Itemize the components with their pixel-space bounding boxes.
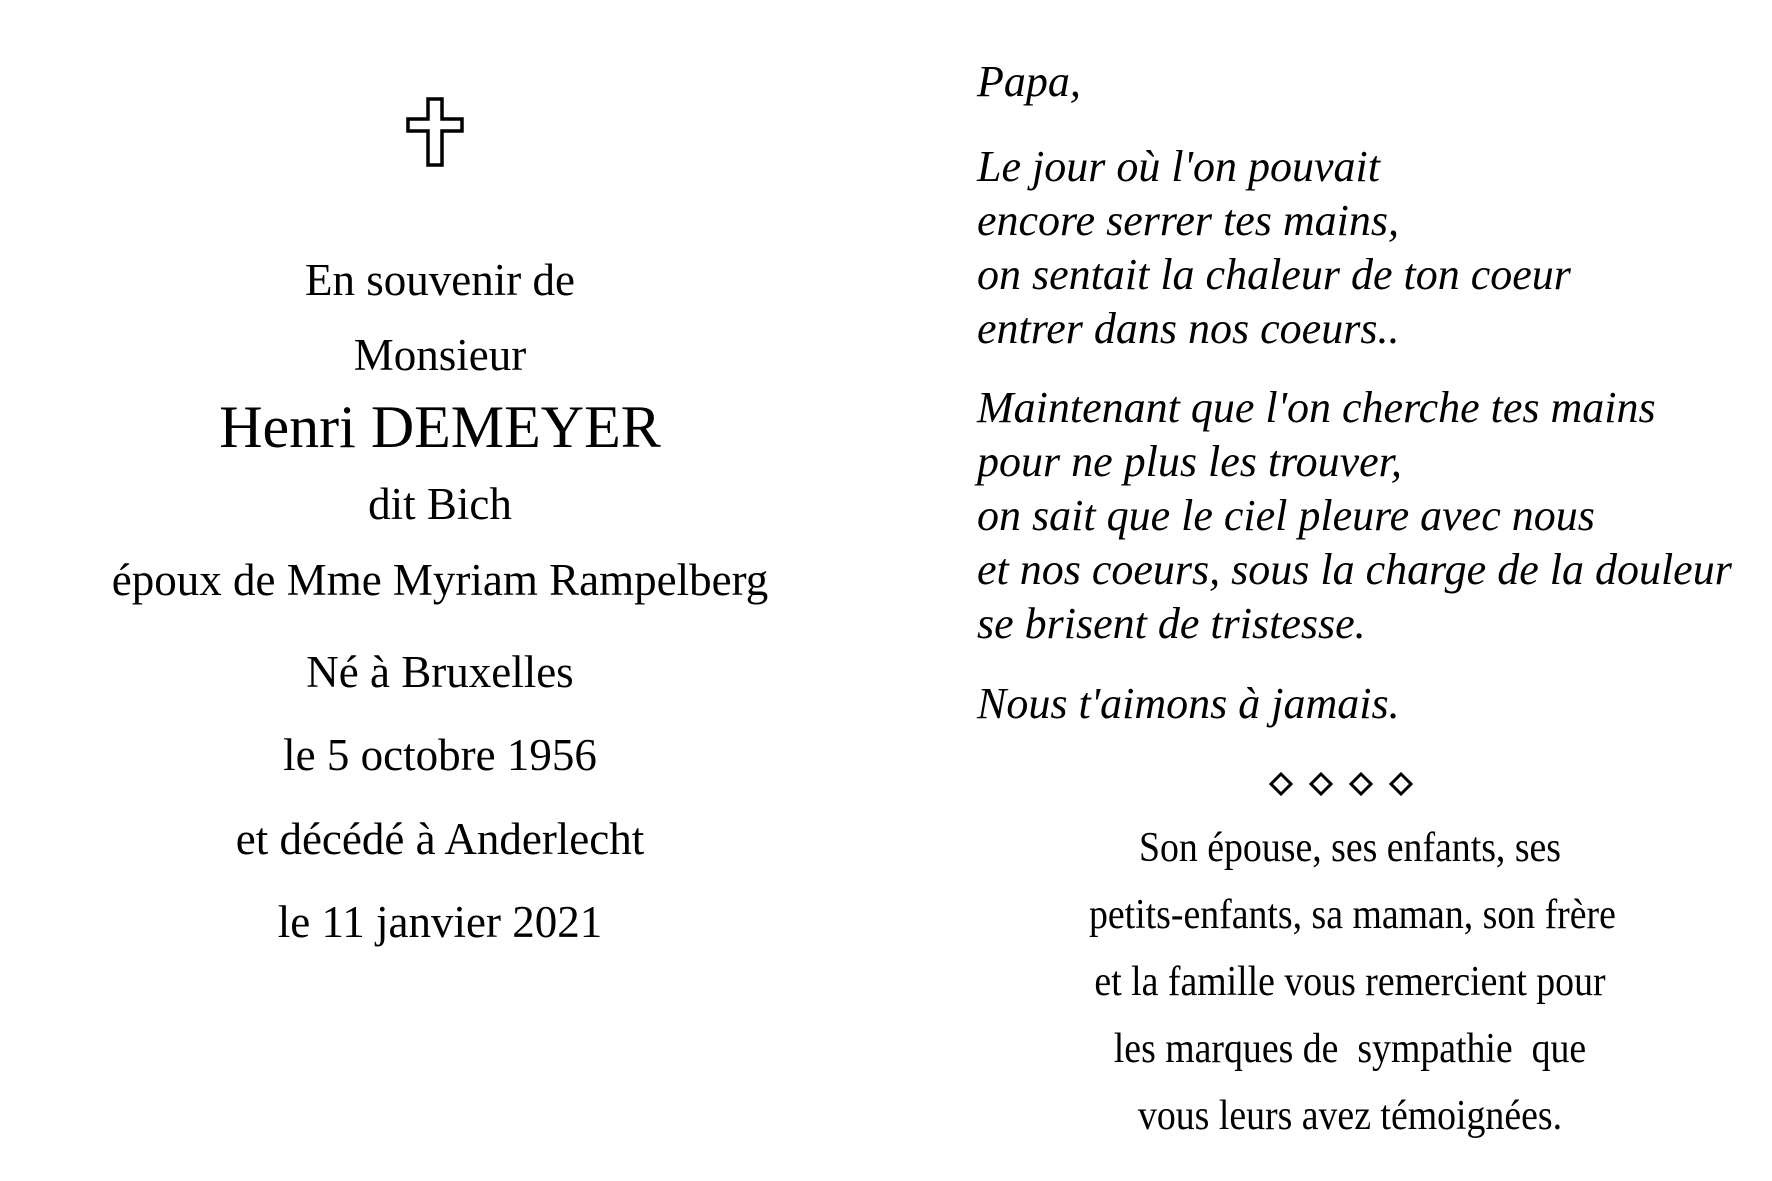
poem-line: se brisent de tristesse. <box>977 599 1366 648</box>
in-memory-of: En souvenir de <box>305 255 575 305</box>
honorific: Monsieur <box>353 330 527 380</box>
memorial-panel <box>0 0 880 1181</box>
poem-line: Le jour où l'on pouvait <box>977 142 1380 191</box>
poem-line: Maintenant que l'on cherche tes mains <box>977 383 1656 432</box>
poem-closing: Nous t'aimons à jamais. <box>977 679 1400 728</box>
deceased-name: Henri DEMEYER <box>219 394 661 460</box>
poem-panel <box>880 0 1772 1181</box>
nickname: dit Bich <box>368 479 512 529</box>
death-date: le 11 janvier 2021 <box>277 897 603 947</box>
poem-line: pour ne plus les trouver, <box>977 437 1402 486</box>
poem-line: entrer dans nos coeurs.. <box>977 304 1400 353</box>
poem-line: encore serrer tes mains, <box>977 196 1399 245</box>
spouse-line: époux de Mme Myriam Rampelberg <box>111 555 769 605</box>
thanks-line: Son épouse, ses enfants, ses <box>1138 825 1562 871</box>
poem-line: on sait que le ciel pleure avec nous <box>977 491 1595 540</box>
poem-line: et nos coeurs, sous la charge de la douleur <box>977 545 1732 594</box>
thanks-line: les marques de sympathie que <box>1113 1026 1587 1072</box>
thanks-line: et la famille vous remercient pour <box>1094 959 1606 1005</box>
latin-cross-icon <box>406 97 464 167</box>
poem-greeting: Papa, <box>977 57 1081 106</box>
thanks-line: vous leurs avez témoignées. <box>1137 1093 1563 1139</box>
death-place: et décédé à Anderlecht <box>235 814 645 864</box>
thanks-line: petits-enfants, sa maman, son frère <box>1089 892 1616 938</box>
birth-place: Né à Bruxelles <box>306 647 574 697</box>
poem-line: on sentait la chaleur de ton coeur <box>977 250 1571 299</box>
birth-date: le 5 octobre 1956 <box>283 730 597 780</box>
four-diamonds-icon <box>1268 770 1418 798</box>
